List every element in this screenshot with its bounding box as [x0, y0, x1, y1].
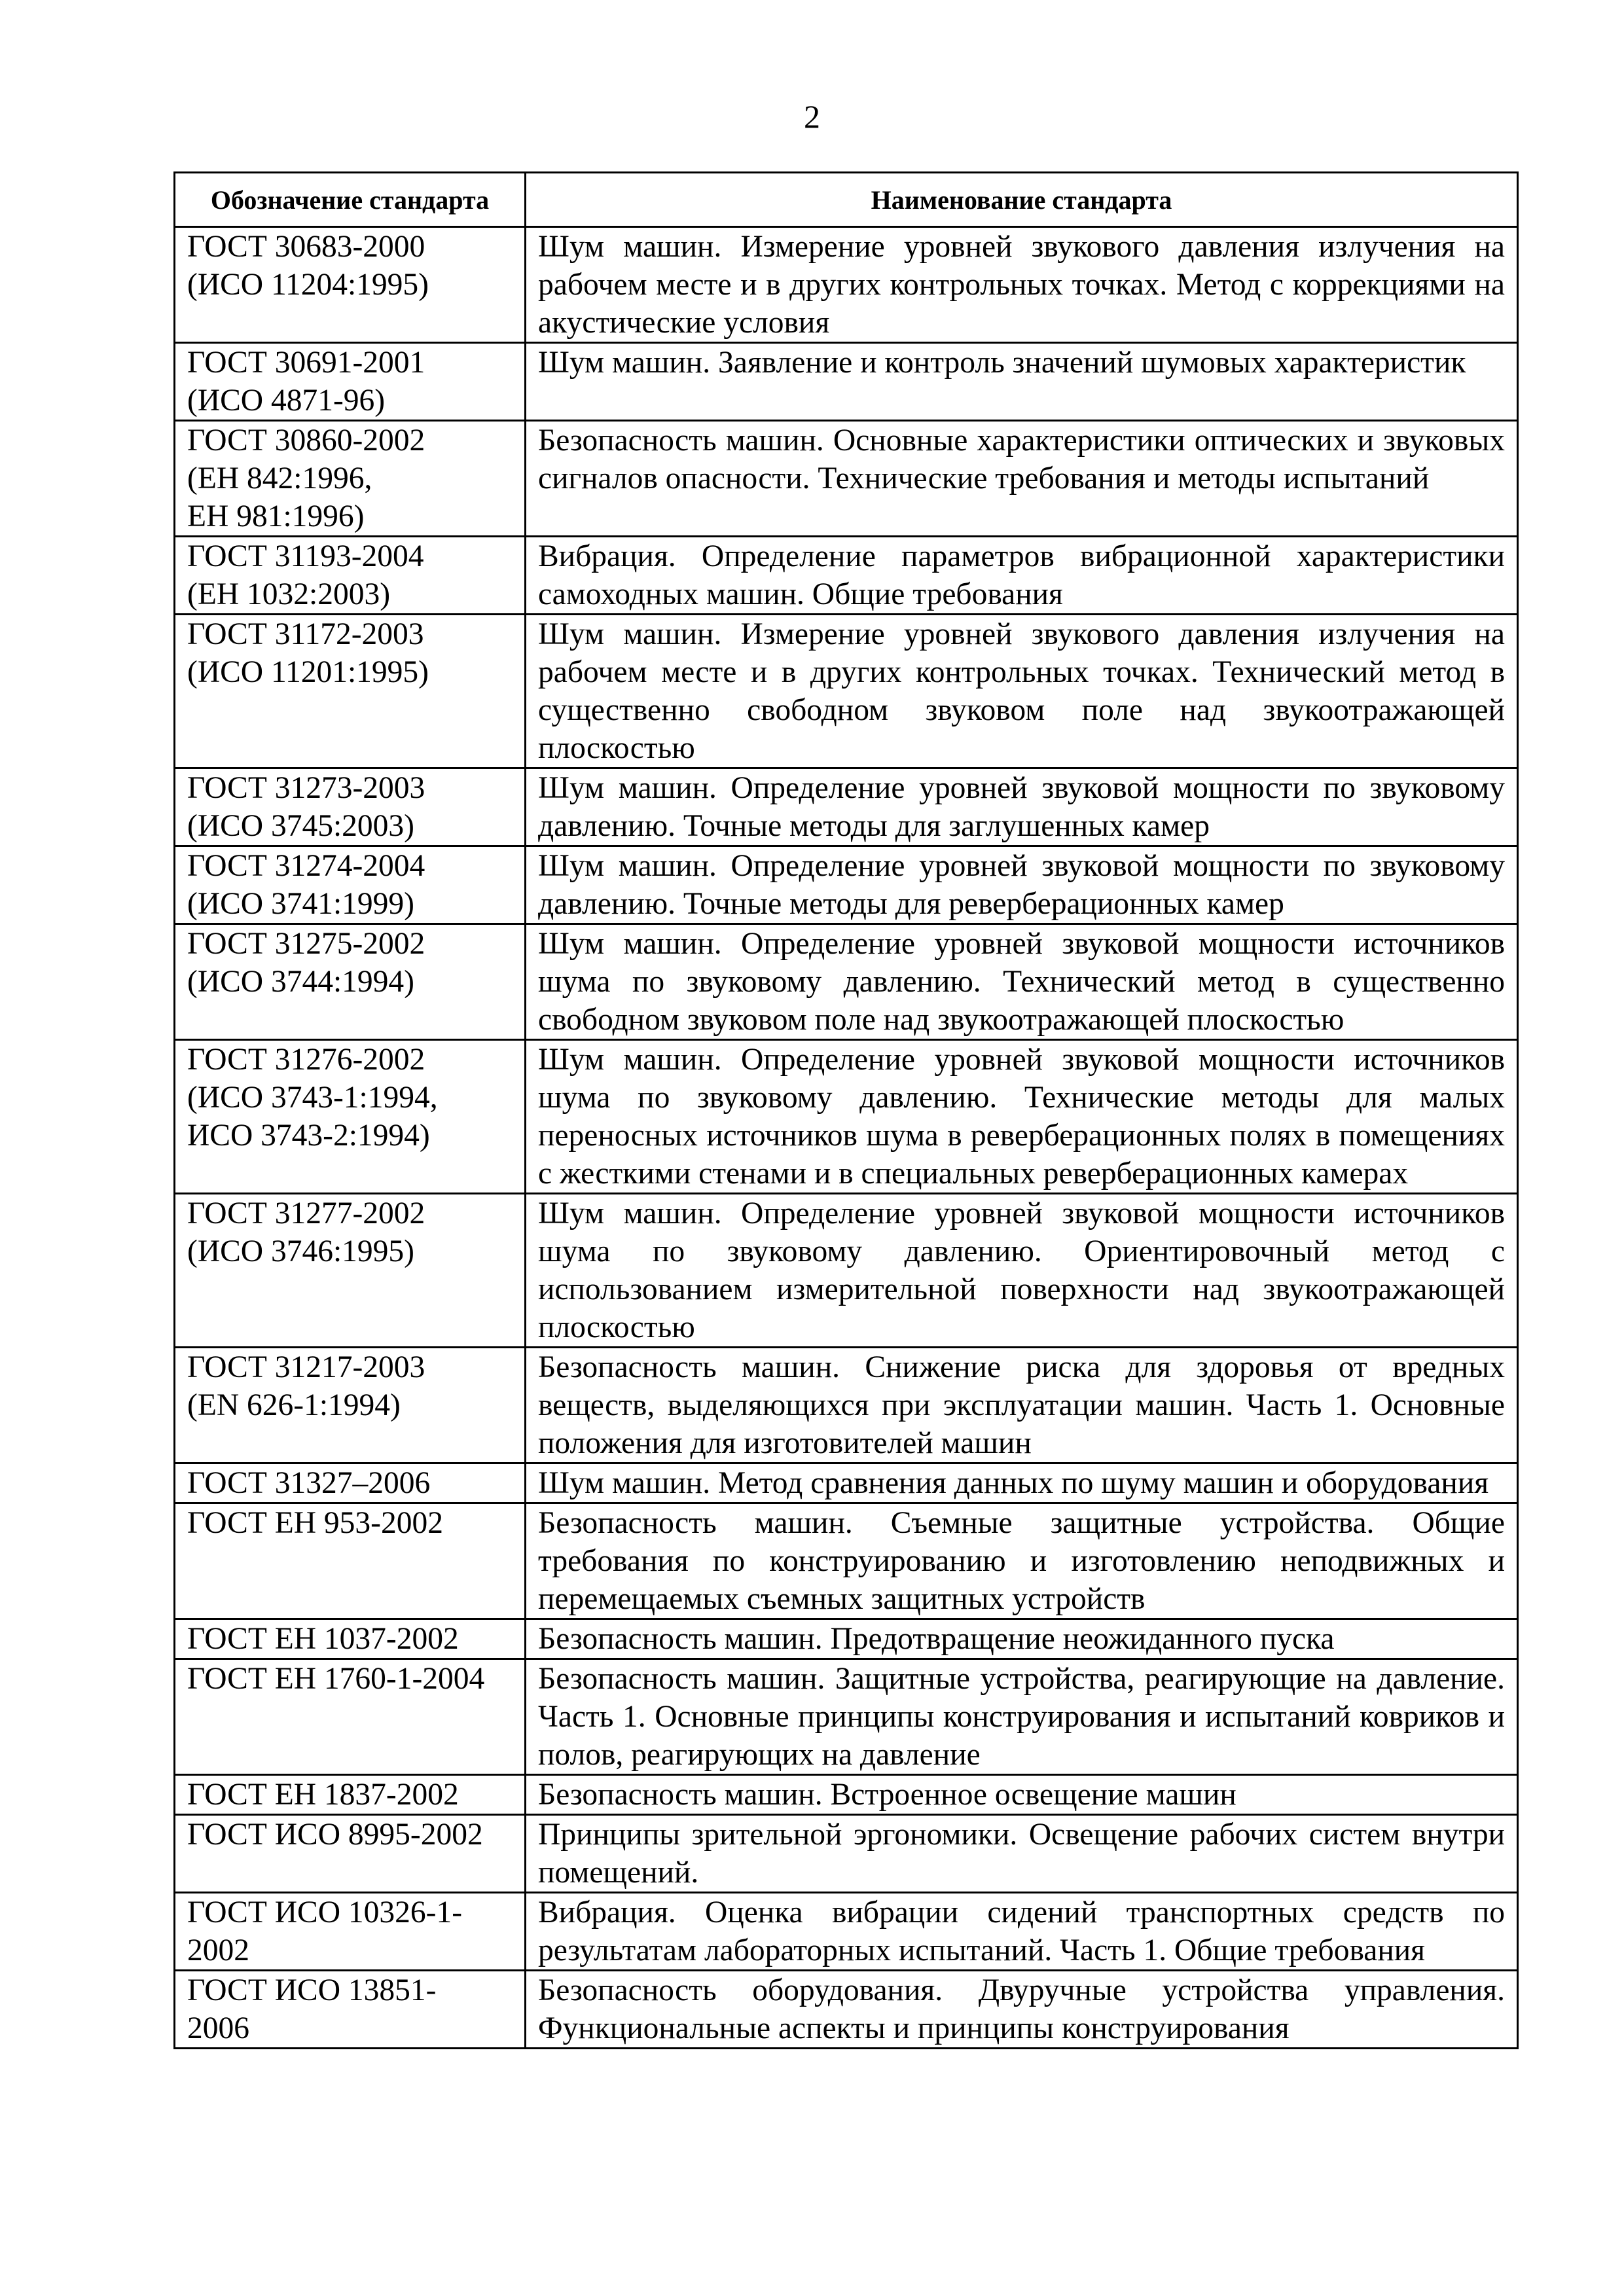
- standards-table: [173, 171, 1519, 2049]
- table-row: [175, 1775, 1518, 1815]
- column-header-name: Наименование стандарта: [526, 173, 1518, 227]
- table-row: [175, 1619, 1518, 1659]
- standard-designation: ГОСТ ЕН 953-2002: [175, 1503, 526, 1619]
- standard-designation: ГОСТ 31273-2003 (ИСО 3745:2003): [175, 768, 526, 846]
- table-row: [175, 227, 1518, 343]
- standard-designation: ГОСТ 31193-2004 (ЕН 1032:2003): [175, 537, 526, 615]
- standard-designation: ГОСТ 30683-2000 (ИСО 11204:1995): [175, 227, 526, 343]
- standard-designation: ГОСТ ИСО 13851- 2006: [175, 1971, 526, 2049]
- standard-name: Шум машин. Заявление и контроль значений шумовых характеристик: [526, 343, 1518, 421]
- standard-name: Безопасность машин. Защитные устройства, реагирующие на давление. Часть 1. Основные принципы конструирования и испытаний ковриков и полов, реагирующих на давление: [526, 1659, 1518, 1775]
- table-row: [175, 1194, 1518, 1348]
- standard-name: Безопасность машин. Предотвращение неожиданного пуска: [526, 1619, 1518, 1659]
- standard-name: Шум машин. Измерение уровней звукового давления излучения на рабочем месте и в других контрольных точках. Технический метод в существенно свободном звуковом поле над звукоотражающей плоскостью: [526, 615, 1518, 768]
- standard-designation: ГОСТ ЕН 1760-1-2004: [175, 1659, 526, 1775]
- standard-name: Шум машин. Определение уровней звуковой мощности источников шума по звуковому давлению. Технический метод в существенно свободном звуковом поле над звукоотражающей плоскостью: [526, 924, 1518, 1040]
- standard-designation: ГОСТ 31274-2004 (ИСО 3741:1999): [175, 846, 526, 924]
- standard-name: Шум машин. Определение уровней звуковой мощности источников шума по звуковому давлению. Ориентировочный метод с использованием измерительной поверхности над звукоотражающей плоскостью: [526, 1194, 1518, 1348]
- standard-designation: ГОСТ 30691-2001 (ИСО 4871-96): [175, 343, 526, 421]
- table-row: [175, 421, 1518, 537]
- standard-designation: ГОСТ ЕН 1837-2002: [175, 1775, 526, 1815]
- table-row: [175, 768, 1518, 846]
- standard-designation: ГОСТ 31277-2002 (ИСО 3746:1995): [175, 1194, 526, 1348]
- standard-name: Шум машин. Метод сравнения данных по шуму машин и оборудования: [526, 1463, 1518, 1503]
- table-row: [175, 1815, 1518, 1893]
- table-row: [175, 537, 1518, 615]
- table-row: [175, 924, 1518, 1040]
- table-row: [175, 1348, 1518, 1463]
- standard-name: Шум машин. Определение уровней звуковой мощности по звуковому давлению. Точные методы для заглушенных камер: [526, 768, 1518, 846]
- table-header-row: [175, 173, 1518, 227]
- standard-name: Безопасность оборудования. Двуручные устройства управления. Функциональные аспекты и принципы конструирования: [526, 1971, 1518, 2049]
- table-row: [175, 1971, 1518, 2049]
- table-row: [175, 1893, 1518, 1971]
- standard-designation: ГОСТ 31172-2003 (ИСО 11201:1995): [175, 615, 526, 768]
- standard-name: Шум машин. Определение уровней звуковой мощности по звуковому давлению. Точные методы для реверберационных камер: [526, 846, 1518, 924]
- table-body: [175, 227, 1518, 2049]
- standard-designation: ГОСТ 30860-2002 (ЕН 842:1996, ЕН 981:1996): [175, 421, 526, 537]
- table-row: [175, 1463, 1518, 1503]
- standard-designation: ГОСТ 31275-2002 (ИСО 3744:1994): [175, 924, 526, 1040]
- table-row: [175, 343, 1518, 421]
- standard-designation: ГОСТ 31217-2003 (EN 626-1:1994): [175, 1348, 526, 1463]
- standard-name: Безопасность машин. Основные характеристики оптических и звуковых сигналов опасности. Технические требования и методы испытаний: [526, 421, 1518, 537]
- standard-name: Принципы зрительной эргономики. Освещение рабочих систем внутри помещений.: [526, 1815, 1518, 1893]
- standard-designation: ГОСТ ЕН 1037-2002: [175, 1619, 526, 1659]
- standard-designation: ГОСТ ИСО 10326-1- 2002: [175, 1893, 526, 1971]
- page-number: 2: [804, 98, 820, 135]
- table-row: [175, 1040, 1518, 1194]
- standard-name: Шум машин. Измерение уровней звукового давления излучения на рабочем месте и в других контрольных точках. Метод с коррекциями на акустические условия: [526, 227, 1518, 343]
- column-header-designation: Обозначение стандарта: [175, 173, 526, 227]
- table-row: [175, 1659, 1518, 1775]
- table-row: [175, 615, 1518, 768]
- standard-name: Безопасность машин. Снижение риска для здоровья от вредных веществ, выделяющихся при эксплуатации машин. Часть 1. Основные положения для изготовителей машин: [526, 1348, 1518, 1463]
- table-row: [175, 846, 1518, 924]
- table-row: [175, 1503, 1518, 1619]
- standard-designation: ГОСТ 31327–2006: [175, 1463, 526, 1503]
- standard-name: Вибрация. Оценка вибрации сидений транспортных средств по результатам лабораторных испытаний. Часть 1. Общие требования: [526, 1893, 1518, 1971]
- standard-designation: ГОСТ 31276-2002 (ИСО 3743-1:1994, ИСО 3743-2:1994): [175, 1040, 526, 1194]
- standard-name: Безопасность машин. Встроенное освещение машин: [526, 1775, 1518, 1815]
- standard-designation: ГОСТ ИСО 8995-2002: [175, 1815, 526, 1893]
- standard-name: Безопасность машин. Съемные защитные устройства. Общие требования по конструированию и изготовлению неподвижных и перемещаемых съемных защитных устройств: [526, 1503, 1518, 1619]
- standard-name: Вибрация. Определение параметров вибрационной характеристики самоходных машин. Общие требования: [526, 537, 1518, 615]
- standard-name: Шум машин. Определение уровней звуковой мощности источников шума по звуковому давлению. Технические методы для малых переносных источников шума в реверберационных полях в помещениях с жесткими стенами и в специальных реверберационных камерах: [526, 1040, 1518, 1194]
